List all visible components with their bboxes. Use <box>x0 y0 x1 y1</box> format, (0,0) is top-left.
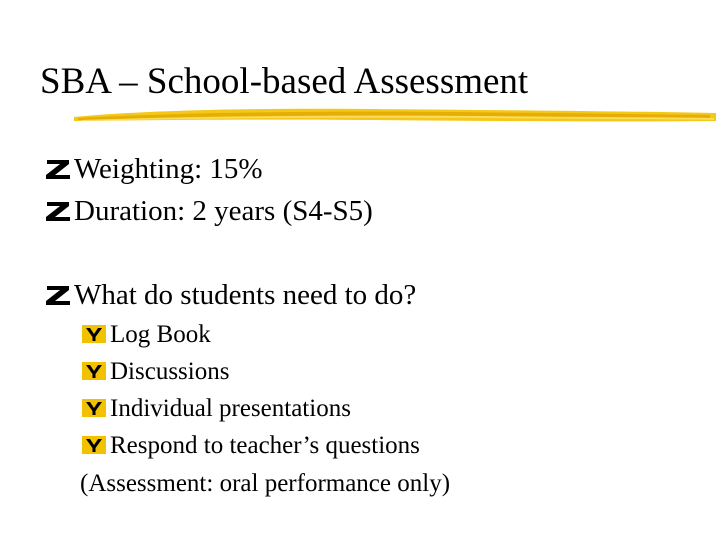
z-bullet-icon <box>43 200 73 222</box>
point-label: What do students need to do? <box>74 279 417 311</box>
subpoint-individual-presentations <box>81 394 351 424</box>
y-bullet-icon <box>81 435 107 455</box>
subpoint-label: Log Book <box>110 321 211 348</box>
point-label: Duration: 2 years (S4-S5) <box>74 195 373 227</box>
subpoint-label: Individual presentations <box>110 395 351 422</box>
subpoint-respond-to-teacher <box>81 431 420 461</box>
z-bullet-icon <box>43 284 73 306</box>
y-bullet-icon <box>81 361 107 381</box>
title-underline-brushstroke <box>70 100 720 130</box>
subpoint-label: Respond to teacher’s questions <box>110 432 420 459</box>
point-duration <box>43 194 373 228</box>
subpoint-label: Discussions <box>110 358 230 385</box>
z-bullet-icon <box>43 158 73 180</box>
y-bullet-icon <box>81 324 107 344</box>
subpoint-log-book <box>81 320 211 350</box>
assessment-note: (Assessment: oral performance only) <box>80 470 451 497</box>
point-weighting <box>43 152 263 186</box>
y-bullet-icon <box>81 398 107 418</box>
slide-title: SBA – School-based Assessment <box>40 61 529 102</box>
point-what-to-do <box>43 278 416 312</box>
point-label: Weighting: 15% <box>74 153 263 185</box>
subpoint-discussions <box>81 357 229 387</box>
